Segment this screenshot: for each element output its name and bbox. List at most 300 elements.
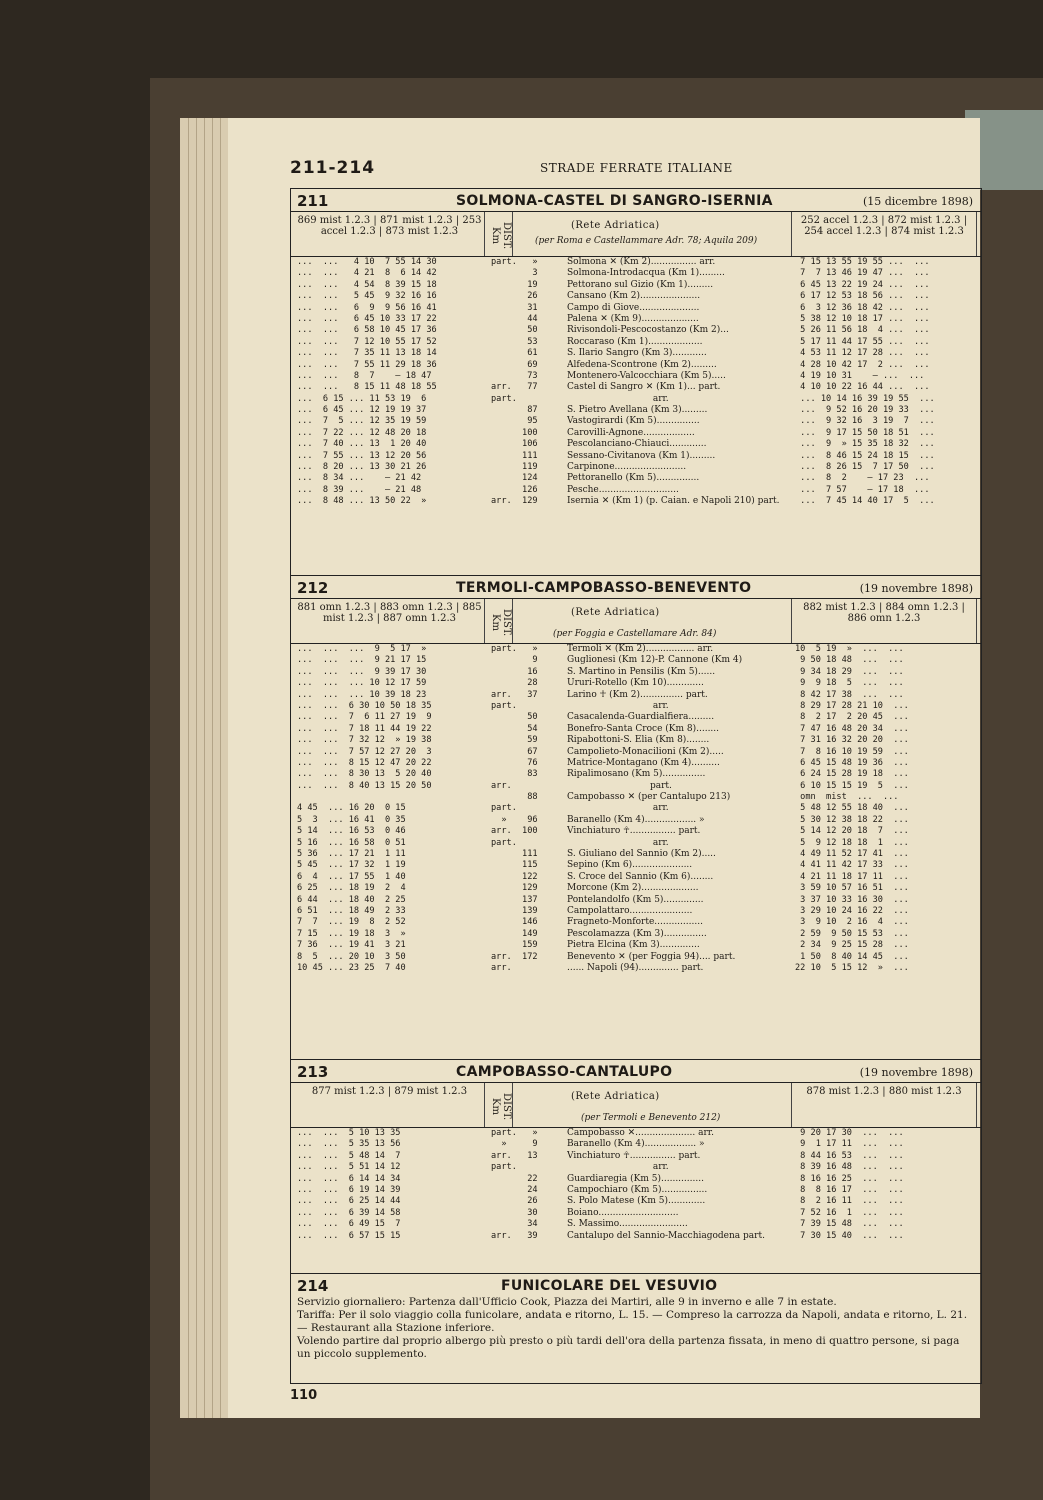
table-row [291, 348, 981, 359]
distance-km: 3 [491, 268, 538, 279]
table-row [291, 1185, 981, 1196]
right-times: 6 24 15 28 19 18 ... [795, 769, 909, 780]
table-row [291, 462, 981, 473]
right-times: 8 2 16 11 ... ... [795, 1196, 904, 1207]
left-times: 8 5 ... 20 10 3 50 [297, 951, 406, 962]
right-times: 5 26 11 56 18 4 ... ... [795, 325, 930, 336]
left-times: ... 8 48 ... 13 50 22 » [297, 496, 427, 507]
distance-km: arr. [491, 780, 512, 791]
distance-km: 67 [491, 746, 538, 757]
left-times: ... ... 7 12 10 55 17 52 [297, 336, 437, 347]
station-name: Pesche............................ [567, 484, 679, 495]
right-times: 4 10 10 22 16 44 ... ... [795, 382, 930, 393]
left-times: ... ... 6 57 15 15 [297, 1230, 401, 1241]
distance-header: DIST. Km [485, 1083, 513, 1127]
left-times: 10 45 ... 23 25 7 40 [297, 962, 406, 973]
right-times: 4 49 11 52 17 41 ... [795, 849, 909, 860]
right-times: 9 9 18 5 ... ... [795, 678, 904, 689]
table-row [291, 735, 981, 746]
left-times: ... ... 8 7 — 18 47 [297, 370, 432, 381]
funicular-notes [297, 1296, 973, 1361]
table-row [291, 325, 981, 336]
station-name: Pettoranello (Km 5)............... [567, 473, 700, 484]
left-times: 7 36 ... 19 41 3 21 [297, 940, 406, 951]
station-name: S. Croce del Sannio (Km 6)........ [567, 871, 714, 882]
station-name: Baranello (Km 4).................. » [567, 1139, 705, 1150]
section-number: 214 [297, 1277, 329, 1295]
right-times: 9 20 17 30 ... ... [795, 1128, 904, 1138]
left-times: ... ... 6 14 14 34 [297, 1173, 401, 1184]
table-row [291, 382, 981, 393]
distance-km: arr. [491, 962, 512, 973]
table-row [291, 758, 981, 769]
station-name: Isernia ✕ (Km 1) (p. Caian. e Napoli 210) part. [567, 496, 780, 507]
distance-km: 53 [491, 336, 538, 347]
timetable-page [228, 118, 980, 1418]
timetable-211 [291, 211, 981, 576]
table-row [291, 473, 981, 484]
table-row [291, 872, 981, 883]
right-times: 7 31 16 32 20 20 ... [795, 735, 909, 746]
right-times: 22 10 5 15 12 » ... [795, 962, 909, 973]
left-trains-header: 869 mist 1.2.3 | 871 mist 1.2.3 | 253 accel 1.2.3 | 873 mist 1.2.3 [295, 212, 485, 256]
station-name: Montenero-Valcocchiara (Km 5)..... [567, 370, 726, 381]
section-213 [291, 1059, 981, 1274]
table-row [291, 747, 981, 758]
right-times: 6 17 12 53 18 56 ... ... [795, 291, 930, 302]
rows-212 [291, 643, 981, 974]
section-title: SOLMONA-CASTEL DI SANGRO-ISERNIA [456, 193, 773, 209]
distance-km: 30 [491, 1207, 538, 1218]
station-name: arr. [567, 837, 669, 848]
section-number: 211 [297, 192, 329, 210]
station-name: Benevento ✕ (per Foggia 94).... part. [567, 951, 736, 962]
right-times: 4 28 10 42 17 2 ... ... [795, 359, 930, 370]
table-row [291, 667, 981, 678]
distance-km: 22 [491, 1173, 538, 1184]
right-times: 3 29 10 24 16 22 ... [795, 905, 909, 916]
station-name: arr. [567, 393, 669, 404]
distance-km: 111 [491, 450, 538, 461]
station-name: Larino ☥ (Km 2)............... part. [567, 689, 708, 700]
station-name: Vinchiaturo ☥................ part. [567, 826, 701, 837]
distance-km: 69 [491, 359, 538, 370]
station-name: S. Martino in Pensilis (Km 5)...... [567, 666, 716, 677]
table-row [291, 416, 981, 427]
table-row [291, 860, 981, 871]
table-row [291, 291, 981, 302]
table-row [291, 803, 981, 814]
station-name: Campochiaro (Km 5)................ [567, 1184, 708, 1195]
left-times: ... 6 15 ... 11 53 19 6 [297, 393, 427, 404]
right-times: 7 15 13 55 19 55 ... ... [795, 257, 930, 267]
distance-km: 19 [491, 279, 538, 290]
left-trains-header: 881 omn 1.2.3 | 883 omn 1.2.3 | 885 mist 1.2.3 | 887 omn 1.2.3 [295, 599, 485, 643]
right-times: 7 39 15 48 ... ... [795, 1219, 904, 1230]
left-times: 5 14 ... 16 53 0 46 [297, 826, 406, 837]
table-row [291, 917, 981, 928]
distance-km: 16 [491, 666, 538, 677]
station-name: Campobasso ✕..................... arr. [567, 1128, 714, 1138]
right-times: 8 42 17 38 ... ... [795, 689, 904, 700]
section-number: 213 [297, 1063, 329, 1081]
station-name: Sepino (Km 6)..................... [567, 860, 693, 871]
distance-km: 26 [491, 1196, 538, 1207]
distance-km: 146 [491, 917, 538, 928]
station-name: Pietra Elcina (Km 3).............. [567, 940, 700, 951]
right-times: 8 39 16 48 ... ... [795, 1162, 904, 1173]
table-row [291, 781, 981, 792]
table-row [291, 496, 981, 507]
right-times: 7 47 16 48 20 34 ... [795, 723, 909, 734]
left-times: ... ... 6 25 14 44 [297, 1196, 401, 1207]
station-name: Baranello (Km 4).................. » [567, 814, 705, 825]
table-row [291, 929, 981, 940]
table-row [291, 303, 981, 314]
running-title: STRADE FERRATE ITALIANE [540, 161, 733, 175]
station-name: Casacalenda-Guardialfiera......... [567, 712, 715, 723]
station-name: S. Polo Matese (Km 5)............. [567, 1196, 706, 1207]
table-row [291, 1162, 981, 1173]
station-name: S. Pietro Avellana (Km 3)......... [567, 405, 708, 416]
station-name: S. Giuliano del Sannio (Km 2)..... [567, 849, 716, 860]
right-times: 5 17 11 44 17 55 ... ... [795, 336, 930, 347]
right-times: 7 30 15 40 ... ... [795, 1230, 904, 1241]
left-times: ... ... 7 32 12 » 19 38 [297, 735, 432, 746]
rows-213 [291, 1127, 981, 1242]
distance-km: part. [491, 393, 517, 404]
section-title: FUNICOLARE DEL VESUVIO [501, 1278, 718, 1294]
station-name: Ripabottoni-S. Elia (Km 8)........ [567, 735, 710, 746]
network-label: (Rete Adriatica) [571, 1091, 660, 1102]
distance-km: 59 [491, 735, 538, 746]
table-row [291, 428, 981, 439]
connections-note: (per Foggia e Castellamare Adr. 84) [553, 629, 717, 639]
distance-km: 24 [491, 1184, 538, 1195]
left-times: 4 45 ... 16 20 0 15 [297, 803, 406, 814]
left-times: 7 7 ... 19 8 2 52 [297, 917, 406, 928]
right-times: ... 8 26 15 7 17 50 ... [795, 462, 935, 473]
distance-km: 139 [491, 905, 538, 916]
station-name: Vastogirardi (Km 5)............... [567, 416, 700, 427]
left-times: ... ... 7 6 11 27 19 9 [297, 712, 432, 723]
left-times: ... ... 4 10 7 55 14 30 [297, 257, 437, 267]
table-row [291, 792, 981, 803]
distance-km: » 96 [491, 814, 538, 825]
distance-km: part. [491, 1162, 517, 1173]
table-row [291, 451, 981, 462]
distance-km: 119 [491, 462, 538, 473]
right-times: 7 8 16 10 19 59 ... [795, 746, 909, 757]
section-211 [291, 189, 981, 575]
table-row [291, 1151, 981, 1162]
station-name: Palena ✕ (Km 9).................... [567, 313, 699, 324]
table-row [291, 1174, 981, 1185]
distance-km: 76 [491, 757, 538, 768]
left-times: ... ... 6 49 15 7 [297, 1219, 401, 1230]
left-times: ... ... 4 54 8 39 15 18 [297, 279, 437, 290]
station-name: Roccaraso (Km 1)................... [567, 336, 703, 347]
page-edges [180, 118, 229, 1418]
left-times: ... ... ... 9 21 17 15 [297, 655, 427, 666]
station-name: Ururi-Rotello (Km 10)............. [567, 678, 704, 689]
right-times: 8 2 17 2 20 45 ... [795, 712, 909, 723]
section-date: (19 novembre 1898) [859, 582, 973, 595]
right-trains-header: 252 accel 1.2.3 | 872 mist 1.2.3 | 254 accel 1.2.3 | 874 mist 1.2.3 [791, 212, 977, 256]
section-date: (15 dicembre 1898) [862, 195, 973, 208]
left-trains-header: 877 mist 1.2.3 | 879 mist 1.2.3 [295, 1083, 485, 1127]
right-times: 9 34 18 29 ... ... [795, 666, 904, 677]
left-times: ... ... 8 40 13 15 20 50 [297, 780, 432, 791]
right-times: 5 30 12 38 18 22 ... [795, 814, 909, 825]
left-times: 6 51 ... 18 49 2 33 [297, 905, 406, 916]
right-times: 3 9 10 2 16 4 ... [795, 917, 909, 928]
distance-km: arr. 100 [491, 826, 538, 837]
left-times: ... ... 6 39 14 58 [297, 1207, 401, 1218]
distance-km: part. » [491, 644, 538, 654]
right-trains-header: 878 mist 1.2.3 | 880 mist 1.2.3 [791, 1083, 977, 1127]
station-name: Campolattaro...................... [567, 905, 693, 916]
distance-km: part. [491, 803, 517, 814]
table-row [291, 1231, 981, 1242]
left-times: ... ... 7 57 12 27 20 3 [297, 746, 432, 757]
left-times: 6 4 ... 17 55 1 40 [297, 871, 406, 882]
distance-km: 111 [491, 849, 538, 860]
distance-km: 34 [491, 1219, 538, 1230]
distance-km: 159 [491, 940, 538, 951]
right-times: 6 45 13 22 19 24 ... ... [795, 279, 930, 290]
right-times: ... 10 14 16 39 19 55 ... [795, 393, 935, 404]
distance-km: arr. 77 [491, 382, 538, 393]
left-times: ... ... 6 45 10 33 17 22 [297, 313, 437, 324]
table-row [291, 360, 981, 371]
section-214 [291, 1273, 981, 1384]
table-row [291, 895, 981, 906]
right-times: 5 38 12 10 18 17 ... ... [795, 313, 930, 324]
right-times: 6 45 15 48 19 36 ... [795, 757, 909, 768]
left-times: ... ... 6 19 14 39 [297, 1184, 401, 1195]
section-date: (19 novembre 1898) [859, 1066, 973, 1079]
station-name: S. Ilario Sangro (Km 3)............ [567, 348, 707, 359]
table-row [291, 712, 981, 723]
left-times: ... ... 5 45 9 32 16 16 [297, 291, 437, 302]
distance-km: 50 [491, 325, 538, 336]
right-trains-header: 882 mist 1.2.3 | 884 omn 1.2.3 | 886 omn 1.2.3 [791, 599, 977, 643]
station-name: Solmona-Introdacqua (Km 1)......... [567, 268, 725, 279]
right-times: 7 7 13 46 19 47 ... ... [795, 268, 930, 279]
table-row [291, 906, 981, 917]
station-name: Campolieto-Monacilioni (Km 2)..... [567, 746, 724, 757]
section-title: TERMOLI-CAMPOBASSO-BENEVENTO [456, 580, 752, 596]
table-row [291, 439, 981, 450]
distance-km: 126 [491, 484, 538, 495]
table-row [291, 644, 981, 655]
distance-km: 115 [491, 860, 538, 871]
station-name: Carpinone......................... [567, 462, 687, 473]
right-times: 10 5 19 » ... ... [795, 644, 904, 654]
right-times: ... 8 2 — 17 23 ... [795, 473, 930, 484]
station-name: Morcone (Km 2).................... [567, 883, 699, 894]
connections-note: (per Roma e Castellammare Adr. 78; Aquila 209) [535, 236, 758, 246]
left-times: 5 36 ... 17 21 1 11 [297, 849, 406, 860]
distance-km: part. » [491, 257, 538, 267]
distance-km: 88 [491, 792, 538, 803]
right-times: ... 9 » 15 35 18 32 ... [795, 439, 935, 450]
left-times: ... ... 5 35 13 56 [297, 1139, 401, 1150]
right-times: ... 8 46 15 24 18 15 ... [795, 450, 935, 461]
table-row [291, 1219, 981, 1230]
right-times: ... 9 52 16 20 19 33 ... [795, 405, 935, 416]
left-times: ... ... 4 21 8 6 14 42 [297, 268, 437, 279]
left-times: ... ... 8 15 11 48 18 55 [297, 382, 437, 393]
right-times: 8 44 16 53 ... ... [795, 1150, 904, 1161]
station-name: Carovilli-Agnone.................. [567, 427, 695, 438]
table-row [291, 1196, 981, 1207]
station-name: Cansano (Km 2)..................... [567, 291, 701, 302]
table-row [291, 394, 981, 405]
station-name: Solmona ✕ (Km 2)................ arr. [567, 257, 716, 267]
table-row [291, 1208, 981, 1219]
right-times: 1 50 8 40 14 45 ... [795, 951, 909, 962]
station-name: arr. [567, 1162, 669, 1173]
supplement-note: Volendo partire dal proprio albergo più presto o più tardi dell'ora della partenza fissata, in meno di quattro persone, si paga un piccolo supplemento. [297, 1335, 960, 1360]
distance-km: 50 [491, 712, 538, 723]
left-times: ... 6 45 ... 12 19 19 37 [297, 405, 427, 416]
station-name: Pescolanciano-Chiauci............. [567, 439, 707, 450]
table-row [291, 849, 981, 860]
right-times: ... 7 45 14 40 17 5 ... [795, 496, 935, 507]
distance-km: 54 [491, 723, 538, 734]
section-212 [291, 575, 981, 1060]
station-name: Pettorano sul Gizio (Km 1)......... [567, 279, 714, 290]
table-row [291, 268, 981, 279]
table-row [291, 769, 981, 780]
network-label: (Rete Adriatica) [571, 220, 660, 231]
table-row [291, 257, 981, 268]
distance-km: part. [491, 837, 517, 848]
right-times: ... 9 17 15 50 18 51 ... [795, 427, 935, 438]
fare-note: Tariffa: Per il solo viaggio colla funicolare, andata e ritorno, L. 15. — Compreso la carrozza da Napoli, andata e ritorno, L. 21. — Restaurant alla Stazione inferiore. [297, 1309, 968, 1334]
table-row [291, 838, 981, 849]
right-times: 2 59 9 50 15 53 ... [795, 928, 909, 939]
distance-km: 44 [491, 313, 538, 324]
right-times: 8 16 16 25 ... ... [795, 1173, 904, 1184]
left-times: 7 15 ... 19 18 3 » [297, 928, 406, 939]
table-row [291, 678, 981, 689]
station-name: Guardiaregia (Km 5)............... [567, 1173, 704, 1184]
left-times: 5 3 ... 16 41 0 35 [297, 814, 406, 825]
station-name: Rivisondoli-Pescocostanzo (Km 2)... [567, 325, 729, 336]
table-row [291, 405, 981, 416]
station-name: Pescolamazza (Km 3)............... [567, 928, 707, 939]
right-times: ... 9 32 16 3 19 7 ... [795, 416, 935, 427]
station-name: Termoli ✕ (Km 2)................. arr. [567, 644, 714, 654]
left-times: ... ... 6 30 10 50 18 35 [297, 700, 432, 711]
section-title: CAMPOBASSO-CANTALUPO [456, 1064, 673, 1080]
station-name: Fragneto-Monforte................. [567, 917, 703, 928]
right-times: 4 21 11 18 17 11 ... [795, 871, 909, 882]
distance-km: arr. 37 [491, 689, 538, 700]
right-times: 3 37 10 33 16 30 ... [795, 894, 909, 905]
distance-km: 9 [491, 655, 538, 666]
station-name: Bonefro-Santa Croce (Km 8)........ [567, 723, 720, 734]
left-times: ... ... ... 9 39 17 30 [297, 666, 427, 677]
left-times: ... ... ... 10 39 18 23 [297, 689, 427, 700]
distance-km: part. [491, 700, 517, 711]
table-row [291, 314, 981, 325]
left-times: 5 45 ... 17 32 1 19 [297, 860, 406, 871]
distance-km: 26 [491, 291, 538, 302]
right-times: 5 9 12 18 18 1 ... [795, 837, 909, 848]
left-times: ... ... 5 48 14 7 [297, 1150, 401, 1161]
distance-km: 149 [491, 928, 538, 939]
right-times: 7 52 16 1 ... ... [795, 1207, 904, 1218]
service-note: Servizio giornaliero: Partenza dall'Ufficio Cook, Piazza dei Martiri, alle 9 in inverno e alle 7 in estate. [297, 1296, 837, 1308]
table-row [291, 963, 981, 974]
left-times: ... ... 8 15 12 47 20 22 [297, 757, 432, 768]
distance-km: 106 [491, 439, 538, 450]
table-row [291, 1128, 981, 1139]
table-row [291, 280, 981, 291]
distance-header: DIST. Km [485, 212, 513, 256]
station-name: S. Massimo........................ [567, 1219, 688, 1230]
distance-km: 95 [491, 416, 538, 427]
table-row [291, 701, 981, 712]
table-row [291, 337, 981, 348]
right-times: 2 34 9 25 15 28 ... [795, 940, 909, 951]
table-row [291, 952, 981, 963]
distance-km: 122 [491, 871, 538, 882]
timetable-frame [290, 188, 982, 1384]
distance-header: DIST. Km [485, 599, 513, 643]
station-name: arr. [567, 803, 669, 814]
right-times: 4 53 11 12 17 28 ... ... [795, 348, 930, 359]
right-times: 6 10 15 15 19 5 ... [795, 780, 909, 791]
right-times: 8 8 16 17 ... ... [795, 1184, 904, 1195]
table-row [291, 1139, 981, 1150]
distance-km: 61 [491, 348, 538, 359]
right-times: 9 50 18 48 ... ... [795, 655, 904, 666]
distance-km: arr. 172 [491, 951, 538, 962]
left-times: ... ... ... 9 5 17 » [297, 644, 427, 654]
left-times: ... 7 55 ... 13 12 20 56 [297, 450, 427, 461]
left-times: ... ... 5 10 13 35 [297, 1128, 401, 1138]
distance-km: 100 [491, 427, 538, 438]
distance-km: part. » [491, 1128, 538, 1138]
left-times: 5 16 ... 16 58 0 51 [297, 837, 406, 848]
right-times: 9 1 17 11 ... ... [795, 1139, 904, 1150]
distance-km: 28 [491, 678, 538, 689]
table-row [291, 485, 981, 496]
right-times: 4 41 11 42 17 33 ... [795, 860, 909, 871]
distance-km: » 9 [491, 1139, 538, 1150]
left-times: ... 8 20 ... 13 30 21 26 [297, 462, 427, 473]
left-times: ... ... 6 9 9 56 16 41 [297, 302, 437, 313]
distance-km: 87 [491, 405, 538, 416]
right-times: 3 59 10 57 16 51 ... [795, 883, 909, 894]
network-label: (Rete Adriatica) [571, 607, 660, 618]
distance-km: arr. 39 [491, 1230, 538, 1241]
page-header [290, 158, 960, 180]
station-name: Ripalimosano (Km 5)............... [567, 769, 706, 780]
distance-km: 129 [491, 883, 538, 894]
right-times: 5 14 12 20 18 7 ... [795, 826, 909, 837]
table-row [291, 815, 981, 826]
left-times: ... ... 7 55 11 29 18 36 [297, 359, 437, 370]
distance-km: arr. 129 [491, 496, 538, 507]
connections-note: (per Termoli e Benevento 212) [581, 1113, 721, 1123]
left-times: ... ... 7 35 11 13 18 14 [297, 348, 437, 359]
